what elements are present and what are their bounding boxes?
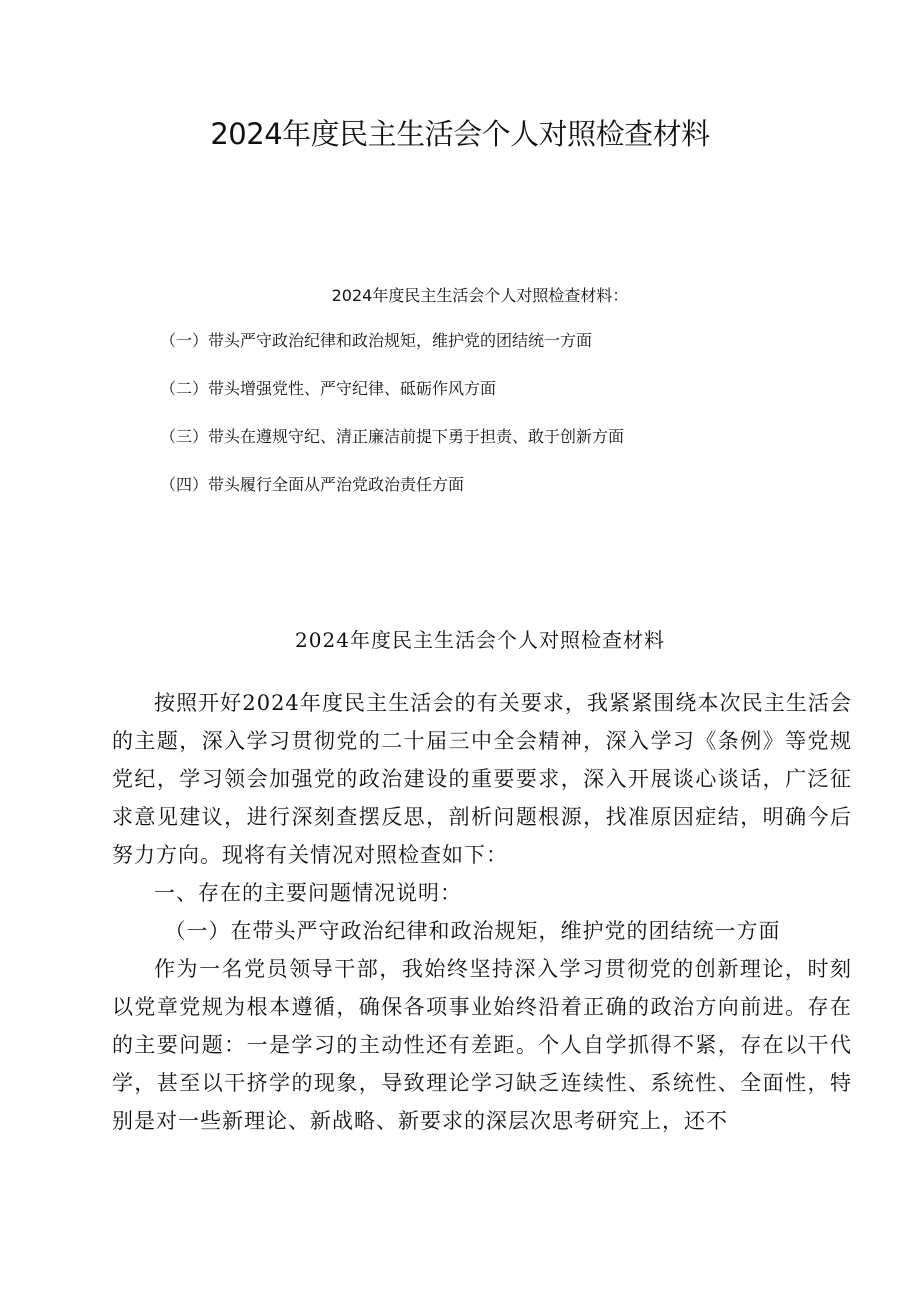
toc-item-4: （四）带头履行全面从严治党政治责任方面: [160, 475, 465, 494]
subsection-heading: （一）在带头严守政治纪律和政治规矩，维护党的团结统一方面: [164, 919, 781, 943]
body-text: [112, 684, 852, 1140]
body-title: 2024年度民主生活会个人对照检查材料: [295, 628, 665, 652]
toc-heading: 2024年度民主生活会个人对照检查材料：: [331, 286, 629, 305]
section-heading: 一、存在的主要问题情况说明：: [154, 881, 462, 905]
toc-item-3: （三）带头在遵规守纪、清正廉洁前提下勇于担责、敢于创新方面: [160, 427, 625, 446]
toc-list: [160, 330, 840, 522]
page-title: 2024年度民主生活会个人对照检查材料: [210, 117, 710, 151]
body-paragraph: 作为一名党员领导干部，我始终坚持深入学习贯彻党的创新理论，时刻以党章党规为根本遵循，确保各项事业始终沿着正确的政治方向前进。存在的主要问题：一是学习的主动性还有差距。个人自学抓得不紧，存在以干代学，甚至以干挤学的现象，导致理论学习缺乏连续性、系统性、全面性，特别是对一些新理论、新战略、新要求的深层次思考研究上，还不: [112, 957, 852, 1133]
toc-item-2: （二）带头增强党性、严守纪律、砥砺作风方面: [160, 379, 497, 398]
intro-paragraph: 按照开好2024年度民主生活会的有关要求，我紧紧围绕本次民主生活会的主题，深入学习贯彻党的二十届三中全会精神，深入学习《条例》等党规党纪，学习领会加强党的政治建设的重要要求，深入开展谈心谈话，广泛征求意见建议，进行深刻查摆反思，剖析问题根源，找准原因症结，明确今后努力方向。现将有关情况对照检查如下：: [112, 691, 852, 867]
toc-item-1: （一）带头严守政治纪律和政治规矩，维护党的团结统一方面: [160, 331, 593, 350]
